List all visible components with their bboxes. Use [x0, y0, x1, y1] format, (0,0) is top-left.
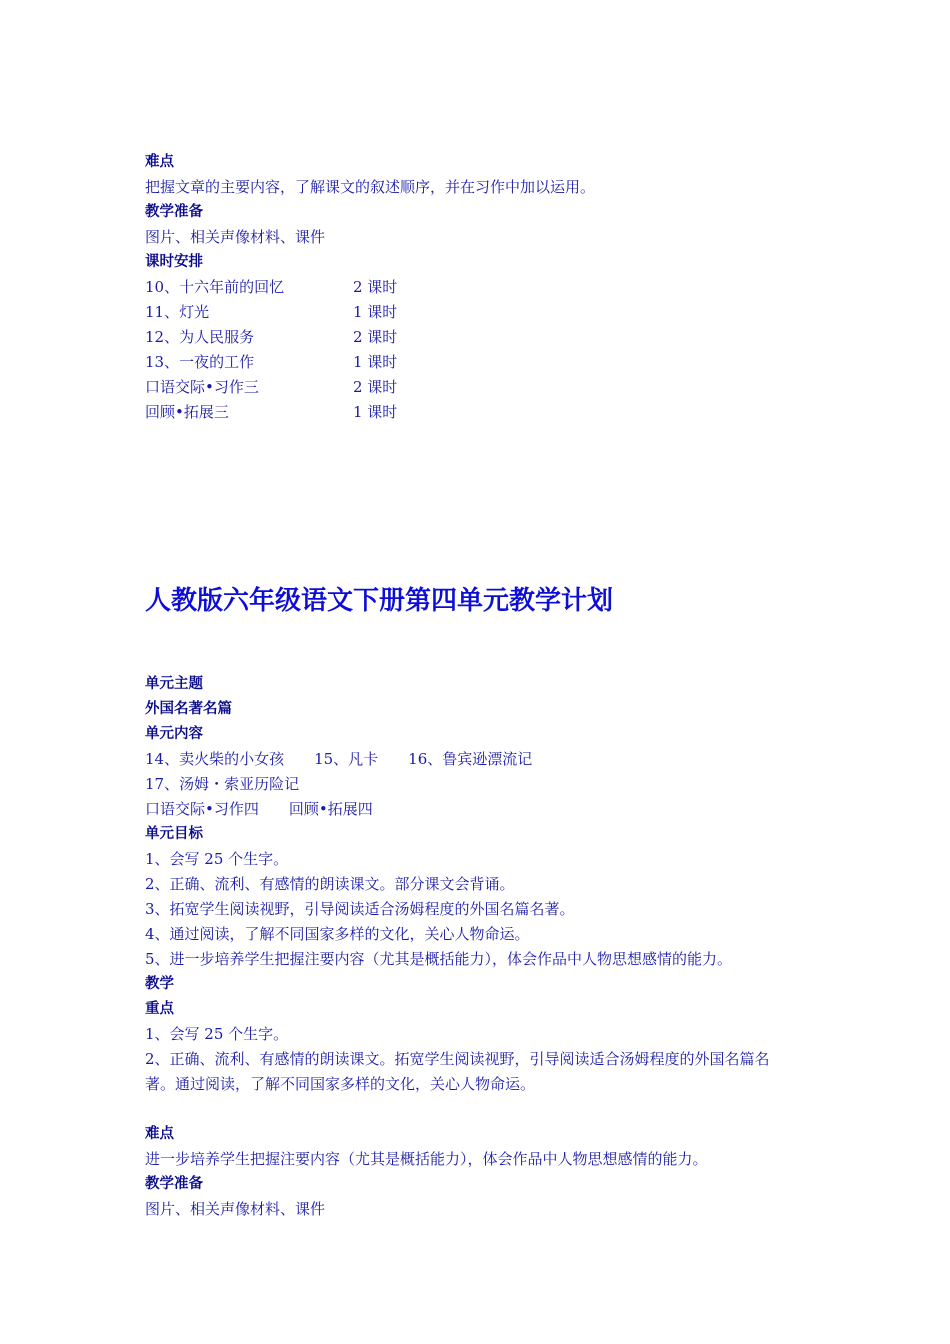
goal-item: 1、会写 25 个生字。: [145, 850, 289, 868]
content-heading: 单元内容: [145, 726, 203, 742]
key-item-continued: 著。通过阅读，了解不同国家多样的文化，关心人物命运。: [145, 1075, 536, 1093]
theme-heading: 单元主题: [145, 676, 203, 692]
goal-item: 2、正确、流利、有感情的朗读课文。部分课文会背诵。: [145, 875, 515, 893]
schedule-row: [145, 400, 825, 425]
lesson-hours: 2 课时: [353, 278, 398, 296]
schedule-row: [145, 375, 825, 400]
lesson-name: 10、十六年前的回忆: [145, 278, 285, 296]
lesson-hours: 1 课时: [353, 353, 398, 371]
content-line: 14、卖火柴的小女孩 15、凡卡 16、鲁宾逊漂流记: [145, 750, 533, 768]
key-item: 1、会写 25 个生字。: [145, 1025, 289, 1043]
lesson-hours: 1 课时: [353, 303, 398, 321]
prep-text: 图片、相关声像材料、课件: [145, 228, 326, 246]
schedule-row: [145, 275, 825, 300]
page-title: 人教版六年级语文下册第四单元教学计划: [145, 586, 614, 616]
section-unit4: [145, 672, 825, 1222]
lesson-hours: 1 课时: [353, 403, 398, 421]
schedule-heading: 课时安排: [145, 254, 203, 270]
lesson-name: 口语交际•习作三: [145, 378, 259, 396]
theme-text: 外国名著名篇: [145, 701, 232, 717]
lesson-name: 11、灯光: [145, 303, 210, 321]
schedule-row: [145, 350, 825, 375]
goal-item: 3、拓宽学生阅读视野，引导阅读适合汤姆程度的外国名篇名著。: [145, 900, 575, 918]
prep-text: 图片、相关声像材料、课件: [145, 1200, 326, 1218]
goal-item: 4、通过阅读，了解不同国家多样的文化，关心人物命运。: [145, 925, 530, 943]
goals-heading: 单元目标: [145, 826, 203, 842]
content-line: 17、汤姆・索亚历险记: [145, 775, 300, 793]
key-heading: 重点: [145, 1001, 174, 1017]
difficulty-heading: 难点: [145, 1126, 174, 1142]
teaching-heading: 教学: [145, 976, 174, 992]
lesson-hours: 2 课时: [353, 378, 398, 396]
prep-heading: 教学准备: [145, 1176, 203, 1192]
lesson-name: 13、一夜的工作: [145, 353, 255, 371]
lesson-name: 12、为人民服务: [145, 328, 255, 346]
goal-item: 5、进一步培养学生把握注要内容（尤其是概括能力），体会作品中人物思想感情的能力。: [145, 950, 733, 968]
section-unit3: [145, 150, 825, 425]
key-item: 2、正确、流利、有感情的朗读课文。拓宽学生阅读视野，引导阅读适合汤姆程度的外国名篇名: [145, 1050, 770, 1068]
spacer: [145, 1097, 825, 1122]
lesson-hours: 2 课时: [353, 328, 398, 346]
difficulty-heading: 难点: [145, 154, 174, 170]
schedule-row: [145, 325, 825, 350]
difficulty-text: 进一步培养学生把握注要内容（尤其是概括能力），体会作品中人物思想感情的能力。: [145, 1150, 708, 1168]
prep-heading: 教学准备: [145, 204, 203, 220]
lesson-name: 回顾•拓展三: [145, 403, 229, 421]
content-line: 口语交际•习作四 回顾•拓展四: [145, 800, 373, 818]
schedule-row: [145, 300, 825, 325]
difficulty-text: 把握文章的主要内容，了解课文的叙述顺序，并在习作中加以运用。: [145, 178, 596, 196]
